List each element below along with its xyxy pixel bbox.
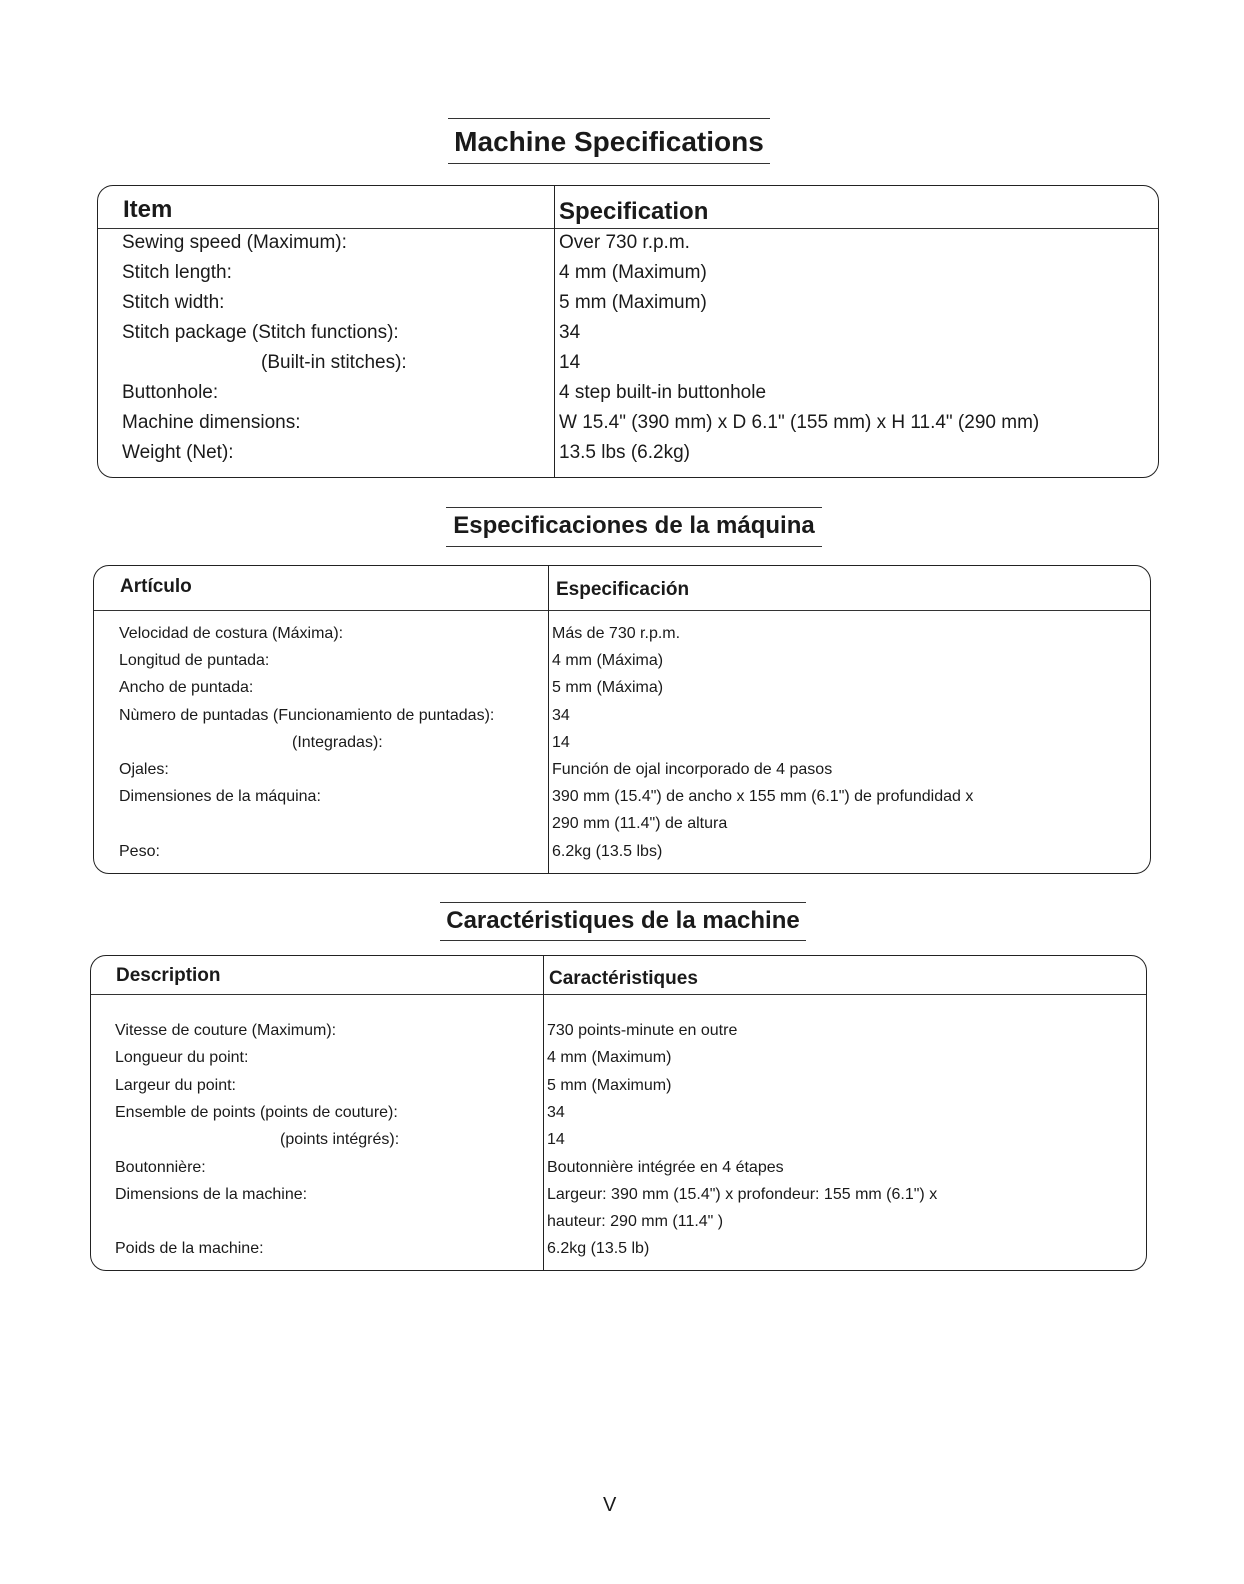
spec-value: Largeur: 390 mm (15.4") x profondeur: 155 mm (6.1") x bbox=[547, 1185, 938, 1203]
spec-item-label: Longitud de puntada: bbox=[119, 652, 270, 670]
section-title: Especificaciones de la máquina bbox=[453, 512, 815, 539]
spec-value: 4 mm (Maximum) bbox=[547, 1049, 672, 1067]
column-header-spec: Specification bbox=[559, 198, 709, 225]
spec-value: 730 points-minute en outre bbox=[547, 1022, 738, 1039]
spec-item-label: Machine dimensions: bbox=[122, 412, 301, 433]
spec-value: 5 mm (Máxima) bbox=[552, 679, 664, 697]
spec-value: 6.2kg (13.5 lbs) bbox=[552, 842, 663, 860]
title-rule-top bbox=[446, 507, 822, 508]
spec-value: 4 mm (Máxima) bbox=[552, 652, 664, 670]
column-header-item: Artículo bbox=[120, 576, 192, 597]
spec-table-french bbox=[90, 955, 1147, 1271]
spec-value: Over 730 r.p.m. bbox=[559, 232, 690, 253]
spec-item-label: Ojales: bbox=[119, 761, 169, 778]
spec-value: 34 bbox=[559, 322, 581, 343]
spec-item-label: Buttonhole: bbox=[122, 382, 219, 403]
title-rule-top bbox=[440, 902, 806, 903]
section-title: Machine Specifications bbox=[454, 126, 764, 157]
spec-item-label: Velocidad de costura (Máxima): bbox=[119, 625, 344, 642]
spec-item-label: Sewing speed (Maximum): bbox=[122, 232, 347, 253]
spec-item-label: Vitesse de couture (Maximum): bbox=[115, 1022, 337, 1039]
spec-table-english bbox=[97, 185, 1159, 478]
spec-value: 5 mm (Maximum) bbox=[559, 292, 707, 313]
spec-value: 34 bbox=[552, 706, 570, 724]
spec-value: 34 bbox=[547, 1103, 565, 1121]
spec-item-label: Weight (Net): bbox=[122, 442, 234, 463]
spec-item-label: Boutonnière: bbox=[115, 1158, 206, 1176]
spec-table-spanish bbox=[93, 565, 1151, 874]
spec-value: Función de ojal incorporado de 4 pasos bbox=[552, 761, 833, 778]
spec-item-label: Stitch package (Stitch functions): bbox=[122, 322, 399, 343]
column-header-item: Item bbox=[123, 196, 173, 223]
header-divider bbox=[98, 228, 1158, 229]
header-divider bbox=[94, 610, 1150, 611]
column-header-spec: Caractéristiques bbox=[549, 968, 698, 989]
spec-value: 4 mm (Maximum) bbox=[559, 262, 707, 283]
column-divider bbox=[543, 956, 544, 1270]
title-rule-bottom bbox=[440, 940, 806, 941]
spec-item-label: Ensemble de points (points de couture): bbox=[115, 1103, 398, 1121]
spec-value: 4 step built-in buttonhole bbox=[559, 382, 767, 403]
spec-value: 14 bbox=[552, 733, 570, 751]
title-rule-bottom bbox=[446, 546, 822, 547]
column-divider bbox=[554, 186, 555, 477]
spec-value: Más de 730 r.p.m. bbox=[552, 625, 681, 642]
spec-value: 290 mm (11.4") de altura bbox=[552, 815, 728, 833]
title-rule-top bbox=[448, 118, 770, 119]
spec-item-label: Dimensiones de la máquina: bbox=[119, 788, 321, 806]
spec-item-label: Stitch length: bbox=[122, 262, 232, 283]
spec-item-label: Longueur du point: bbox=[115, 1049, 249, 1067]
spec-value: Boutonnière intégrée en 4 étapes bbox=[547, 1158, 784, 1176]
column-header-item: Description bbox=[116, 965, 221, 986]
column-header-spec: Especificación bbox=[556, 579, 690, 600]
spec-value: 6.2kg (13.5 lb) bbox=[547, 1240, 650, 1258]
column-divider bbox=[548, 566, 549, 873]
header-divider bbox=[91, 994, 1146, 995]
section-title: Caractéristiques de la machine bbox=[446, 907, 800, 934]
spec-item-label: Poids de la machine: bbox=[115, 1240, 264, 1258]
spec-value: 14 bbox=[547, 1131, 565, 1149]
spec-value: 13.5 lbs (6.2kg) bbox=[559, 442, 690, 463]
spec-item-label: Ancho de puntada: bbox=[119, 679, 254, 697]
spec-value: 5 mm (Maximum) bbox=[547, 1076, 672, 1094]
spec-value: 14 bbox=[559, 352, 581, 373]
spec-item-label: Nùmero de puntadas (Funcionamiento de puntadas): bbox=[119, 706, 495, 724]
spec-value: hauteur: 290 mm (11.4" ) bbox=[547, 1213, 724, 1231]
spec-item-label: (Integradas): bbox=[292, 733, 383, 751]
spec-value: 390 mm (15.4") de ancho x 155 mm (6.1") de profundidad x bbox=[552, 788, 974, 806]
spec-item-label: Stitch width: bbox=[122, 292, 225, 313]
spec-item-label: (points intégrés): bbox=[280, 1131, 400, 1149]
spec-item-label: (Built-in stitches): bbox=[261, 352, 407, 373]
spec-item-label: Largeur du point: bbox=[115, 1076, 236, 1094]
title-rule-bottom bbox=[448, 163, 770, 164]
spec-value: W 15.4" (390 mm) x D 6.1" (155 mm) x H 11.4" (290 mm) bbox=[559, 412, 1040, 433]
spec-item-label: Peso: bbox=[119, 842, 160, 860]
spec-item-label: Dimensions de la machine: bbox=[115, 1185, 308, 1203]
page-number: V bbox=[603, 1494, 617, 1516]
